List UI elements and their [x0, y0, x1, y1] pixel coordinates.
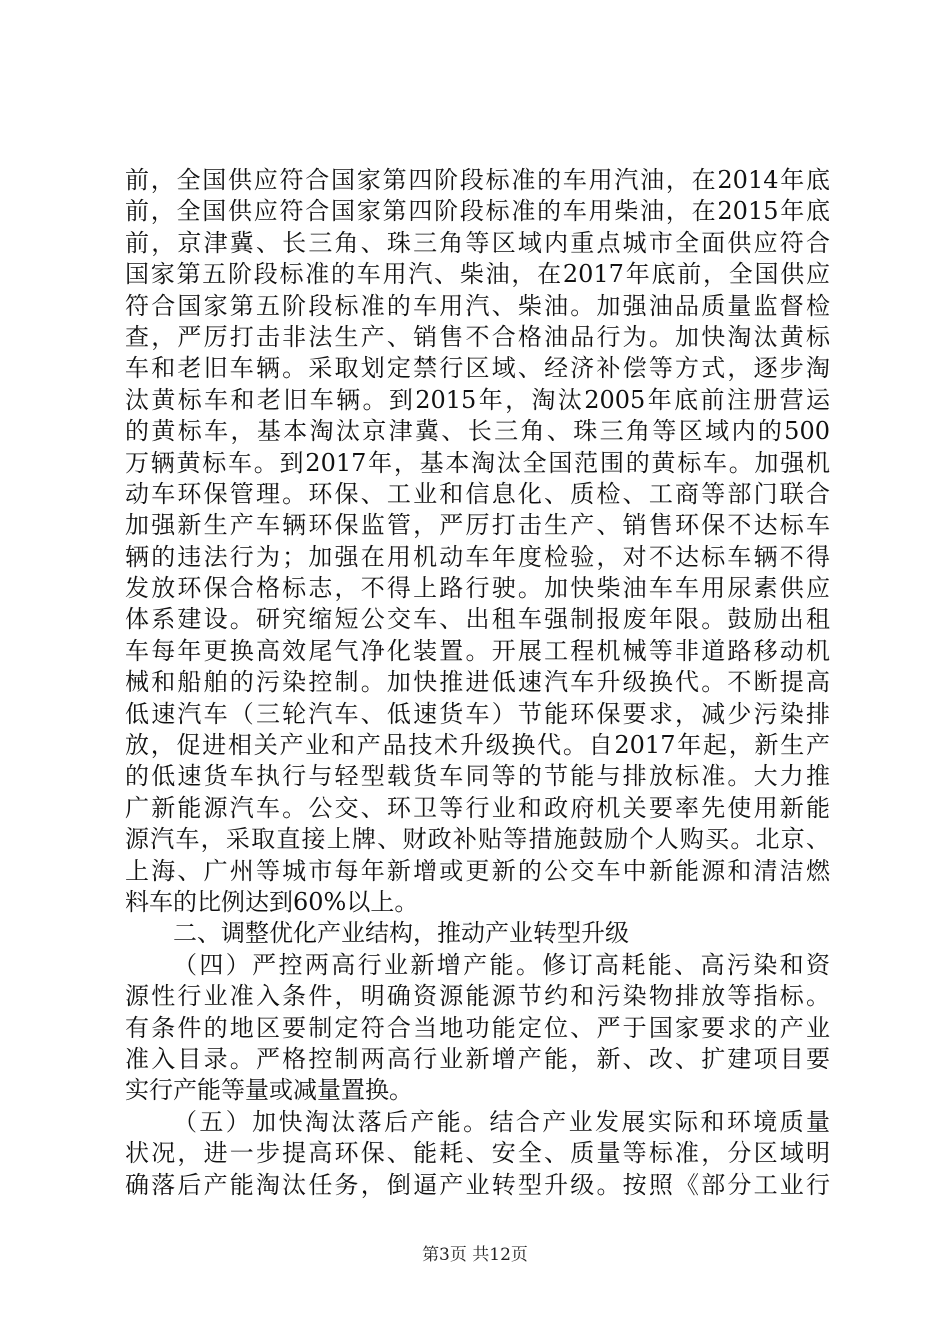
text-line: 车每年更换高效尾气净化装置。开展工程机械等非道路移动机: [125, 636, 830, 665]
text-line: 上海、广州等城市每年新增或更新的公交车中新能源和清洁燃: [125, 856, 830, 885]
text-line: 确落后产能淘汰任务，倒逼产业转型升级。按照《部分工业行: [125, 1170, 830, 1199]
text-line: 体系建设。研究缩短公交车、出租车强制报废年限。鼓励出租: [125, 605, 830, 634]
text-line: 的黄标车，基本淘汰京津冀、长三角、珠三角等区域内的500: [125, 417, 830, 446]
text-line: 广新能源汽车。公交、环卫等行业和政府机关要率先使用新能: [125, 793, 830, 822]
text-line: 万辆黄标车。到2017年，基本淘汰全国范围的黄标车。加强机: [125, 448, 830, 477]
text-line: 汰黄标车和老旧车辆。到2015年，淘汰2005年底前注册营运: [125, 385, 830, 414]
text-line: 符合国家第五阶段标准的车用汽、柴油。加强油品质量监督检: [125, 291, 830, 320]
text-line: 查，严厉打击非法生产、销售不合格油品行为。加快淘汰黄标: [125, 322, 830, 351]
text-line: 械和船舶的污染控制。加快推进低速汽车升级换代。不断提高: [125, 668, 830, 697]
text-line: 源性行业准入条件，明确资源能源节约和污染物排放等指标。: [125, 982, 830, 1011]
text-line: 辆的违法行为；加强在用机动车年度检验，对不达标车辆不得: [125, 542, 830, 571]
text-line: 状况，进一步提高环保、能耗、安全、质量等标准，分区域明: [125, 1139, 830, 1168]
text-line: 实行产能等量或减量置换。: [125, 1076, 413, 1105]
text-line: 放，促进相关产业和产品技术升级换代。自2017年起，新生产: [125, 731, 830, 760]
text-line: 有条件的地区要制定符合当地功能定位、严于国家要求的产业: [125, 1013, 830, 1042]
text-line: 源汽车，采取直接上牌、财政补贴等措施鼓励个人购买。北京、: [125, 825, 830, 854]
paragraph-first-line: （五）加快淘汰落后产能。结合产业发展实际和环境质量: [173, 1107, 830, 1136]
text-line: 前，京津冀、长三角、珠三角等区域内重点城市全面供应符合: [125, 228, 830, 257]
document-body: [125, 165, 830, 1201]
text-line: 的低速货车执行与轻型载货车同等的节能与排放标准。大力推: [125, 762, 830, 791]
text-line: 前，全国供应符合国家第四阶段标准的车用汽油，在2014年底: [125, 166, 830, 194]
text-line: 发放环保合格标志，不得上路行驶。加快柴油车车用尿素供应: [125, 574, 830, 603]
text-line: 低速汽车（三轮汽车、低速货车）节能环保要求，减少污染排: [125, 699, 830, 728]
text-line: 动车环保管理。环保、工业和信息化、质检、工商等部门联合: [125, 479, 830, 508]
text-line: 加强新生产车辆环保监管，严厉打击生产、销售环保不达标车: [125, 511, 830, 540]
text-line: 准入目录。严格控制两高行业新增产能，新、改、扩建项目要: [125, 1044, 830, 1073]
section-heading: 二、调整优化产业结构，推动产业转型升级: [173, 919, 629, 948]
text-line: 车和老旧车辆。采取划定禁行区域、经济补偿等方式，逐步淘: [125, 354, 830, 383]
text-line: 料车的比例达到60%以上。: [125, 887, 419, 916]
paragraph-first-line: （四）严控两高行业新增产能。修订高耗能、高污染和资: [173, 950, 830, 979]
page-number-footer: 第3页 共12页: [422, 1245, 528, 1265]
text-line: 国家第五阶段标准的车用汽、柴油，在2017年底前，全国供应: [125, 260, 830, 289]
text-line: 前，全国供应符合国家第四阶段标准的车用柴油，在2015年底: [125, 197, 830, 226]
